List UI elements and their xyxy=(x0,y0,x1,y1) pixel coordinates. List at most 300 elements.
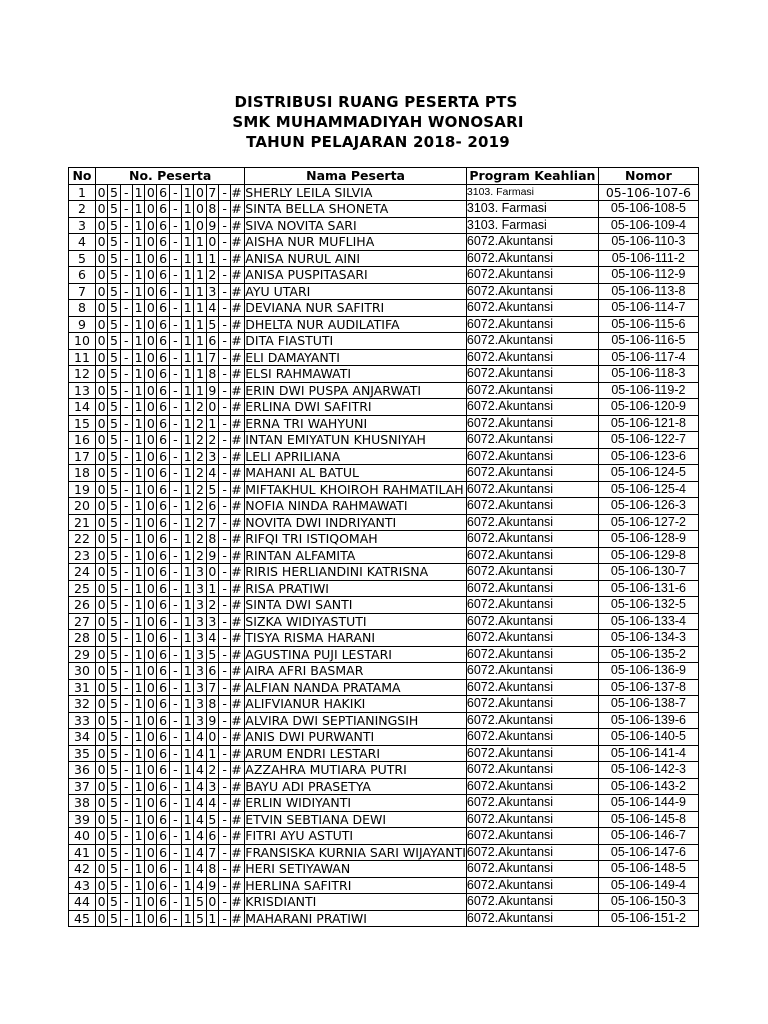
peserta-char-cell: 1 xyxy=(132,729,144,746)
peserta-char-cell: 1 xyxy=(132,481,144,498)
peserta-char-cell: 0 xyxy=(145,267,157,284)
peserta-char-cell: - xyxy=(218,201,230,218)
peserta-char-cell: 7 xyxy=(206,679,218,696)
row-number: 29 xyxy=(69,646,96,663)
peserta-char-cell: 5 xyxy=(108,877,120,894)
row-number: 17 xyxy=(69,448,96,465)
peserta-char-cell: 3 xyxy=(206,778,218,795)
peserta-char-cell: - xyxy=(218,844,230,861)
peserta-char-cell: 0 xyxy=(96,498,108,515)
peserta-char-cell: 1 xyxy=(182,861,194,878)
participant-nomor: 05-106-108-5 xyxy=(598,201,698,218)
peserta-char-cell: 0 xyxy=(145,547,157,564)
peserta-char-cell: 6 xyxy=(157,580,169,597)
peserta-char-cell: 3 xyxy=(194,663,206,680)
peserta-char-cell: 5 xyxy=(108,498,120,515)
participant-name: ELSI RAHMAWATI xyxy=(245,366,467,383)
peserta-char-cell: 0 xyxy=(96,382,108,399)
peserta-char-cell: 0 xyxy=(96,366,108,383)
peserta-char-cell: 0 xyxy=(96,597,108,614)
participant-name: MAHARANI PRATIWI xyxy=(245,910,467,927)
row-number: 10 xyxy=(69,333,96,350)
row-number: 26 xyxy=(69,597,96,614)
program-keahlian: 6072.Akuntansi xyxy=(466,366,598,383)
peserta-char-cell: 4 xyxy=(206,630,218,647)
peserta-char-cell: 0 xyxy=(206,729,218,746)
peserta-char-cell: 1 xyxy=(132,465,144,482)
peserta-char-cell: - xyxy=(218,646,230,663)
participant-nomor: 05-106-134-3 xyxy=(598,630,698,647)
participant-nomor: 05-106-135-2 xyxy=(598,646,698,663)
peserta-char-cell: 0 xyxy=(145,597,157,614)
participant-nomor: 05-106-127-2 xyxy=(598,514,698,531)
peserta-char-cell: 1 xyxy=(182,415,194,432)
participant-nomor: 05-106-123-6 xyxy=(598,448,698,465)
program-keahlian: 6072.Akuntansi xyxy=(466,531,598,548)
peserta-char-cell: 0 xyxy=(145,514,157,531)
peserta-char-cell: - xyxy=(120,844,132,861)
peserta-char-cell: - xyxy=(218,910,230,927)
peserta-char-cell: 5 xyxy=(108,828,120,845)
peserta-char-cell: 5 xyxy=(206,646,218,663)
peserta-char-cell: 2 xyxy=(194,498,206,515)
peserta-char-cell: - xyxy=(120,630,132,647)
peserta-char-cell: 1 xyxy=(182,712,194,729)
participant-name: DITA FIASTUTI xyxy=(245,333,467,350)
participant-name: RIFQI TRI ISTIQOMAH xyxy=(245,531,467,548)
peserta-char-cell: 5 xyxy=(108,366,120,383)
peserta-char-cell: 3 xyxy=(194,712,206,729)
peserta-char-cell: 5 xyxy=(108,778,120,795)
peserta-char-cell: - xyxy=(169,663,181,680)
peserta-char-cell: 0 xyxy=(96,795,108,812)
peserta-char-cell: 1 xyxy=(206,580,218,597)
peserta-char-cell: 1 xyxy=(194,250,206,267)
peserta-char-cell: 0 xyxy=(96,531,108,548)
peserta-char-cell: 1 xyxy=(206,910,218,927)
table-row xyxy=(69,283,699,300)
participant-name: BAYU ADI PRASETYA xyxy=(245,778,467,795)
peserta-char-cell: 1 xyxy=(194,333,206,350)
peserta-char-cell: 0 xyxy=(145,646,157,663)
peserta-char-cell: 2 xyxy=(194,399,206,416)
program-keahlian: 6072.Akuntansi xyxy=(466,498,598,515)
participant-name: DHELTA NUR AUDILATIFA xyxy=(245,316,467,333)
peserta-char-cell: 1 xyxy=(206,250,218,267)
participant-name: ETVIN SEBTIANA DEWI xyxy=(245,811,467,828)
peserta-char-cell: - xyxy=(120,894,132,911)
peserta-char-cell: - xyxy=(169,349,181,366)
peserta-char-cell: 1 xyxy=(182,448,194,465)
program-keahlian: 6072.Akuntansi xyxy=(466,382,598,399)
peserta-char-cell: 1 xyxy=(206,415,218,432)
peserta-char-cell: 5 xyxy=(108,811,120,828)
peserta-char-cell: 6 xyxy=(157,630,169,647)
peserta-char-cell: 1 xyxy=(182,432,194,449)
peserta-char-cell: - xyxy=(120,613,132,630)
peserta-tail-cell: # xyxy=(231,745,245,762)
table-row xyxy=(69,201,699,218)
header-no-peserta: No. Peserta xyxy=(96,168,245,185)
peserta-char-cell: 6 xyxy=(157,910,169,927)
table-row xyxy=(69,333,699,350)
row-number: 42 xyxy=(69,861,96,878)
peserta-char-cell: 0 xyxy=(96,646,108,663)
peserta-char-cell: 9 xyxy=(206,712,218,729)
peserta-char-cell: 1 xyxy=(182,696,194,713)
peserta-char-cell: - xyxy=(169,597,181,614)
row-number: 36 xyxy=(69,762,96,779)
peserta-char-cell: - xyxy=(120,267,132,284)
peserta-char-cell: 4 xyxy=(194,861,206,878)
peserta-char-cell: 5 xyxy=(108,448,120,465)
participant-name: ARUM ENDRI LESTARI xyxy=(245,745,467,762)
peserta-char-cell: 6 xyxy=(157,349,169,366)
peserta-char-cell: 1 xyxy=(182,910,194,927)
peserta-char-cell: 1 xyxy=(182,877,194,894)
participant-nomor: 05-106-151-2 xyxy=(598,910,698,927)
peserta-char-cell: 0 xyxy=(96,778,108,795)
row-number: 24 xyxy=(69,564,96,581)
peserta-char-cell: 1 xyxy=(182,184,194,201)
peserta-char-cell: - xyxy=(218,729,230,746)
row-number: 44 xyxy=(69,894,96,911)
peserta-char-cell: 5 xyxy=(108,201,120,218)
program-keahlian: 6072.Akuntansi xyxy=(466,712,598,729)
peserta-char-cell: 0 xyxy=(96,465,108,482)
peserta-char-cell: 6 xyxy=(157,201,169,218)
participant-nomor: 05-106-130-7 xyxy=(598,564,698,581)
peserta-char-cell: - xyxy=(169,630,181,647)
peserta-char-cell: 1 xyxy=(182,531,194,548)
program-keahlian: 6072.Akuntansi xyxy=(466,580,598,597)
participant-nomor: 05-106-125-4 xyxy=(598,481,698,498)
peserta-char-cell: - xyxy=(120,316,132,333)
peserta-char-cell: 1 xyxy=(132,762,144,779)
participant-nomor: 05-106-116-5 xyxy=(598,333,698,350)
peserta-char-cell: - xyxy=(218,861,230,878)
peserta-char-cell: 0 xyxy=(145,432,157,449)
peserta-char-cell: 1 xyxy=(182,778,194,795)
peserta-char-cell: - xyxy=(169,415,181,432)
title-line-3: TAHUN PELAJARAN 2018- 2019 xyxy=(246,133,510,151)
peserta-char-cell: 1 xyxy=(194,300,206,317)
participant-name: ERIN DWI PUSPA ANJARWATI xyxy=(245,382,467,399)
peserta-char-cell: 5 xyxy=(194,910,206,927)
table-row xyxy=(69,267,699,284)
program-keahlian: 6072.Akuntansi xyxy=(466,448,598,465)
peserta-tail-cell: # xyxy=(231,267,245,284)
header-nama-peserta: Nama Peserta xyxy=(245,168,467,185)
peserta-char-cell: - xyxy=(169,696,181,713)
peserta-char-cell: - xyxy=(169,531,181,548)
peserta-tail-cell: # xyxy=(231,349,245,366)
peserta-char-cell: 1 xyxy=(132,894,144,911)
peserta-char-cell: 1 xyxy=(182,844,194,861)
peserta-tail-cell: # xyxy=(231,844,245,861)
peserta-char-cell: 0 xyxy=(96,432,108,449)
peserta-char-cell: 3 xyxy=(206,613,218,630)
peserta-tail-cell: # xyxy=(231,366,245,383)
peserta-char-cell: - xyxy=(218,811,230,828)
participant-name: RISA PRATIWI xyxy=(245,580,467,597)
peserta-char-cell: - xyxy=(218,597,230,614)
peserta-char-cell: - xyxy=(169,498,181,515)
peserta-char-cell: 1 xyxy=(132,613,144,630)
peserta-char-cell: 0 xyxy=(96,283,108,300)
peserta-char-cell: 6 xyxy=(157,696,169,713)
peserta-char-cell: 0 xyxy=(145,613,157,630)
peserta-char-cell: 5 xyxy=(108,663,120,680)
peserta-char-cell: - xyxy=(169,267,181,284)
program-keahlian: 6072.Akuntansi xyxy=(466,729,598,746)
table-row xyxy=(69,894,699,911)
peserta-char-cell: 1 xyxy=(132,646,144,663)
peserta-char-cell: - xyxy=(169,795,181,812)
peserta-char-cell: 1 xyxy=(182,745,194,762)
peserta-char-cell: 0 xyxy=(145,201,157,218)
peserta-char-cell: 0 xyxy=(96,712,108,729)
peserta-char-cell: 0 xyxy=(145,333,157,350)
peserta-char-cell: 4 xyxy=(206,465,218,482)
program-keahlian: 6072.Akuntansi xyxy=(466,894,598,911)
peserta-char-cell: 0 xyxy=(96,910,108,927)
peserta-char-cell: - xyxy=(169,399,181,416)
peserta-char-cell: 6 xyxy=(157,366,169,383)
peserta-char-cell: 0 xyxy=(145,894,157,911)
peserta-char-cell: 6 xyxy=(157,844,169,861)
peserta-char-cell: 0 xyxy=(145,498,157,515)
peserta-char-cell: - xyxy=(218,300,230,317)
peserta-tail-cell: # xyxy=(231,498,245,515)
peserta-char-cell: 5 xyxy=(108,333,120,350)
program-keahlian: 6072.Akuntansi xyxy=(466,828,598,845)
participant-nomor: 05-106-149-4 xyxy=(598,877,698,894)
peserta-char-cell: - xyxy=(120,795,132,812)
peserta-char-cell: 5 xyxy=(108,217,120,234)
peserta-char-cell: 4 xyxy=(194,877,206,894)
participant-nomor: 05-106-117-4 xyxy=(598,349,698,366)
table-row xyxy=(69,762,699,779)
peserta-char-cell: 0 xyxy=(194,201,206,218)
peserta-char-cell: - xyxy=(169,547,181,564)
peserta-char-cell: - xyxy=(120,201,132,218)
peserta-char-cell: 8 xyxy=(206,366,218,383)
peserta-char-cell: 6 xyxy=(157,762,169,779)
peserta-char-cell: 0 xyxy=(96,811,108,828)
peserta-char-cell: 1 xyxy=(132,267,144,284)
peserta-tail-cell: # xyxy=(231,399,245,416)
peserta-char-cell: - xyxy=(120,564,132,581)
peserta-char-cell: - xyxy=(169,613,181,630)
participant-name: NOVITA DWI INDRIYANTI xyxy=(245,514,467,531)
peserta-tail-cell: # xyxy=(231,300,245,317)
peserta-char-cell: 1 xyxy=(206,745,218,762)
program-keahlian: 6072.Akuntansi xyxy=(466,762,598,779)
participant-nomor: 05-106-122-7 xyxy=(598,432,698,449)
peserta-char-cell: 0 xyxy=(96,201,108,218)
peserta-char-cell: 1 xyxy=(132,382,144,399)
peserta-char-cell: 5 xyxy=(108,399,120,416)
peserta-char-cell: 2 xyxy=(206,432,218,449)
row-number: 40 xyxy=(69,828,96,845)
program-keahlian: 6072.Akuntansi xyxy=(466,547,598,564)
peserta-char-cell: 6 xyxy=(157,597,169,614)
peserta-char-cell: 6 xyxy=(157,564,169,581)
peserta-char-cell: 5 xyxy=(108,910,120,927)
peserta-char-cell: 1 xyxy=(182,217,194,234)
participant-nomor: 05-106-121-8 xyxy=(598,415,698,432)
peserta-char-cell: - xyxy=(120,217,132,234)
table-row xyxy=(69,465,699,482)
peserta-char-cell: 6 xyxy=(157,663,169,680)
participant-name: ALFIAN NANDA PRATAMA xyxy=(245,679,467,696)
header-no: No xyxy=(69,168,96,185)
program-keahlian: 6072.Akuntansi xyxy=(466,349,598,366)
program-keahlian: 6072.Akuntansi xyxy=(466,861,598,878)
peserta-char-cell: 1 xyxy=(182,300,194,317)
peserta-char-cell: 7 xyxy=(206,184,218,201)
peserta-char-cell: 5 xyxy=(108,234,120,251)
program-keahlian: 3103. Farmasi xyxy=(466,201,598,218)
peserta-char-cell: 1 xyxy=(182,580,194,597)
program-keahlian: 6072.Akuntansi xyxy=(466,234,598,251)
peserta-char-cell: - xyxy=(120,498,132,515)
peserta-char-cell: 0 xyxy=(145,910,157,927)
peserta-char-cell: 1 xyxy=(132,415,144,432)
table-row xyxy=(69,415,699,432)
peserta-char-cell: - xyxy=(169,201,181,218)
peserta-char-cell: - xyxy=(218,267,230,284)
participant-name: ERLIN WIDIYANTI xyxy=(245,795,467,812)
participant-name: ELI DAMAYANTI xyxy=(245,349,467,366)
peserta-char-cell: - xyxy=(218,531,230,548)
participant-name: ERLINA DWI SAFITRI xyxy=(245,399,467,416)
peserta-char-cell: 1 xyxy=(132,910,144,927)
participant-name: AIRA AFRI BASMAR xyxy=(245,663,467,680)
peserta-char-cell: - xyxy=(120,531,132,548)
peserta-char-cell: - xyxy=(169,877,181,894)
participant-nomor: 05-106-124-5 xyxy=(598,465,698,482)
peserta-char-cell: 0 xyxy=(145,861,157,878)
peserta-char-cell: 2 xyxy=(194,448,206,465)
peserta-char-cell: 6 xyxy=(157,250,169,267)
participant-name: ANISA NURUL AINI xyxy=(245,250,467,267)
table-row xyxy=(69,745,699,762)
peserta-char-cell: 5 xyxy=(108,745,120,762)
peserta-char-cell: 3 xyxy=(194,613,206,630)
table-row xyxy=(69,250,699,267)
peserta-char-cell: 1 xyxy=(182,795,194,812)
peserta-char-cell: 0 xyxy=(145,184,157,201)
program-keahlian: 6072.Akuntansi xyxy=(466,844,598,861)
peserta-char-cell: 1 xyxy=(132,366,144,383)
peserta-char-cell: 5 xyxy=(108,646,120,663)
peserta-char-cell: 0 xyxy=(145,234,157,251)
participant-name: KRISDIANTI xyxy=(245,894,467,911)
peserta-char-cell: - xyxy=(120,399,132,416)
peserta-char-cell: 1 xyxy=(194,349,206,366)
peserta-char-cell: 6 xyxy=(157,316,169,333)
peserta-char-cell: - xyxy=(218,217,230,234)
peserta-tail-cell: # xyxy=(231,877,245,894)
row-number: 39 xyxy=(69,811,96,828)
peserta-char-cell: 6 xyxy=(157,679,169,696)
peserta-char-cell: 5 xyxy=(108,729,120,746)
peserta-tail-cell: # xyxy=(231,234,245,251)
peserta-tail-cell: # xyxy=(231,514,245,531)
participant-nomor: 05-106-142-3 xyxy=(598,762,698,779)
peserta-char-cell: 0 xyxy=(145,795,157,812)
row-number: 25 xyxy=(69,580,96,597)
peserta-char-cell: 0 xyxy=(145,580,157,597)
peserta-char-cell: 0 xyxy=(96,514,108,531)
peserta-char-cell: 4 xyxy=(194,762,206,779)
peserta-char-cell: - xyxy=(169,712,181,729)
peserta-char-cell: 5 xyxy=(108,597,120,614)
peserta-tail-cell: # xyxy=(231,432,245,449)
peserta-char-cell: 1 xyxy=(182,333,194,350)
peserta-char-cell: 0 xyxy=(145,762,157,779)
peserta-char-cell: 0 xyxy=(96,613,108,630)
peserta-tail-cell: # xyxy=(231,283,245,300)
peserta-char-cell: 0 xyxy=(145,481,157,498)
table-row xyxy=(69,481,699,498)
peserta-char-cell: 0 xyxy=(145,300,157,317)
peserta-char-cell: 2 xyxy=(206,267,218,284)
peserta-char-cell: 1 xyxy=(182,630,194,647)
peserta-char-cell: - xyxy=(169,333,181,350)
peserta-char-cell: - xyxy=(218,877,230,894)
table-row xyxy=(69,778,699,795)
participant-nomor: 05-106-110-3 xyxy=(598,234,698,251)
peserta-tail-cell: # xyxy=(231,217,245,234)
participant-nomor: 05-106-119-2 xyxy=(598,382,698,399)
peserta-char-cell: - xyxy=(120,646,132,663)
row-number: 20 xyxy=(69,498,96,515)
participant-name: SINTA DWI SANTI xyxy=(245,597,467,614)
participant-name: ANISA PUSPITASARI xyxy=(245,267,467,284)
table-row xyxy=(69,531,699,548)
peserta-char-cell: - xyxy=(120,828,132,845)
peserta-char-cell: - xyxy=(120,663,132,680)
peserta-char-cell: 1 xyxy=(182,729,194,746)
peserta-char-cell: - xyxy=(120,778,132,795)
peserta-tail-cell: # xyxy=(231,250,245,267)
program-keahlian: 6072.Akuntansi xyxy=(466,316,598,333)
peserta-char-cell: - xyxy=(218,448,230,465)
peserta-char-cell: 1 xyxy=(182,646,194,663)
participant-nomor: 05-106-111-2 xyxy=(598,250,698,267)
peserta-char-cell: 1 xyxy=(132,349,144,366)
peserta-char-cell: - xyxy=(120,349,132,366)
participant-nomor: 05-106-133-4 xyxy=(598,613,698,630)
peserta-char-cell: - xyxy=(169,432,181,449)
peserta-char-cell: 6 xyxy=(157,531,169,548)
peserta-char-cell: 5 xyxy=(108,762,120,779)
participant-name: AGUSTINA PUJI LESTARI xyxy=(245,646,467,663)
peserta-tail-cell: # xyxy=(231,861,245,878)
participant-nomor: 05-106-147-6 xyxy=(598,844,698,861)
peserta-char-cell: 6 xyxy=(157,333,169,350)
program-keahlian: 6072.Akuntansi xyxy=(466,514,598,531)
table-row xyxy=(69,498,699,515)
peserta-char-cell: - xyxy=(120,184,132,201)
participant-name: TISYA RISMA HARANI xyxy=(245,630,467,647)
peserta-char-cell: 1 xyxy=(132,432,144,449)
peserta-tail-cell: # xyxy=(231,663,245,680)
table-row xyxy=(69,712,699,729)
